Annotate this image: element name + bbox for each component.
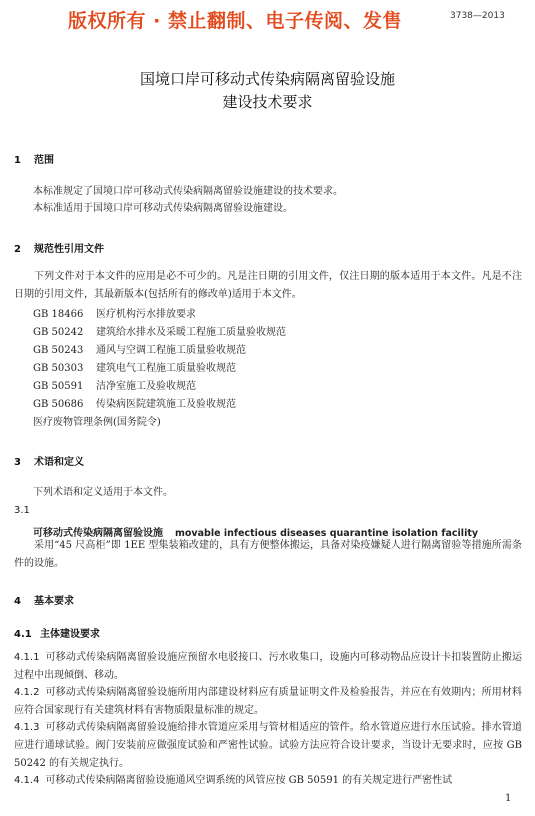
term-number: 3.1 (14, 505, 30, 516)
reference-item (33, 325, 286, 341)
reference-title: 通风与空调工程施工质量验收规范 (96, 345, 246, 356)
term-english: movable infectious diseases quarantine isolation facility (175, 528, 479, 539)
reference-item (33, 361, 236, 377)
clause (14, 772, 522, 790)
subsection-number: 4.1 (14, 629, 32, 640)
clause (14, 684, 522, 720)
page-number: 1 (505, 793, 512, 804)
reference-title: 建筑电气工程施工质量验收规范 (96, 363, 236, 374)
reference-code: GB 50243 (33, 345, 84, 356)
clause-text: 可移动式传染病隔离留验设施给排水管道应采用与管材相适应的管件。给水管道应进行水压试验。排水管道应进行通球试验。阀门安装前应做强度试验和严密性试验。试验方法应符合设计要求，当设计无要求时，应按 GB 50242 的有关规定执行。 (14, 722, 522, 769)
reference-code: GB 50686 (33, 399, 84, 410)
subsection-title: 主体建设要求 (40, 629, 100, 640)
clause-text: 可移动式传染病隔离留验设施应预留水电驳接口、污水收集口，设施内可移动物品应设计卡扣装置防止搬运过程中出现倾倒、移动。 (14, 652, 522, 681)
section-title: 术语和定义 (34, 457, 84, 468)
reference-code: GB 18466 (33, 309, 84, 320)
section-2-heading (14, 240, 104, 255)
reference-code: GB 50591 (33, 381, 84, 392)
section-number: 2 (14, 244, 21, 255)
section-number: 1 (14, 155, 21, 166)
clause-number: 4.1.3 (14, 722, 40, 733)
reference-item (33, 379, 196, 395)
section-number: 3 (14, 457, 21, 468)
reference-title: 洁净室施工及验收规范 (96, 381, 196, 392)
section-3-heading (14, 453, 84, 468)
clause-number: 4.1.4 (14, 775, 40, 786)
paragraph: 下列文件对于本文件的应用是必不可少的。凡是注日期的引用文件，仅注日期的版本适用于本文件。凡是不注日期的引用文件，其最新版本(包括所有的修改单)适用于本文件。 (14, 271, 522, 300)
document-subtitle: 建设技术要求 (222, 93, 313, 111)
reference-item (33, 397, 236, 413)
section-1-heading (14, 151, 54, 166)
reference-title: 建筑给水排水及采暖工程施工质量验收规范 (96, 327, 286, 338)
clause (14, 719, 522, 773)
clause-text: 可移动式传染病隔离留验设施通风空调系统的风管应按 GB 50591 的有关规定进行严密性试 (45, 775, 453, 786)
paragraph: 本标准适用于国境口岸可移动式传染病隔离留验设施建设。 (33, 203, 293, 214)
clause-number: 4.1.2 (14, 687, 40, 698)
reference-item (33, 307, 196, 323)
copyright-watermark: 版权所有 · 禁止翻制、电子传阅、发售 (68, 10, 402, 32)
section-4-heading (14, 592, 74, 607)
clause-number: 4.1.1 (14, 652, 40, 663)
reference-item: 医疗废物管理条例(国务院令) (33, 417, 161, 428)
document-title: 国境口岸可移动式传染病隔离留验设施 (139, 70, 395, 88)
reference-code: GB 50242 (33, 327, 84, 338)
term-definition: 采用“45 尺高柜”即 1EE 型集装箱改建的，具有方便整体搬运，具备对染疫嫌疑人进行隔离留验等措施所需条件的设施。 (14, 540, 522, 569)
paragraph: 下列术语和定义适用于本文件。 (33, 487, 173, 498)
section-number: 4 (14, 596, 21, 607)
reference-title: 医疗机构污水排放要求 (96, 309, 196, 320)
subsection-heading (14, 625, 100, 640)
standard-code: 3738—2013 (450, 11, 505, 21)
paragraph: 本标准规定了国境口岸可移动式传染病隔离留验设施建设的技术要求。 (33, 186, 343, 197)
clause-text: 可移动式传染病隔离留验设施所用内部建设材料应有质量证明文件及检验报告，并应在有效期内；所用材料应符合国家现行有关建筑材料有害物质限量标准的规定。 (14, 687, 522, 716)
term-chinese: 可移动式传染病隔离留验设施 (33, 528, 163, 539)
section-title: 范围 (34, 155, 54, 166)
reference-title: 传染病医院建筑施工及验收规范 (96, 399, 236, 410)
reference-item (33, 343, 246, 359)
section-title: 基本要求 (34, 596, 74, 607)
section-title: 规范性引用文件 (34, 244, 104, 255)
reference-code: GB 50303 (33, 363, 84, 374)
clause (14, 649, 522, 685)
